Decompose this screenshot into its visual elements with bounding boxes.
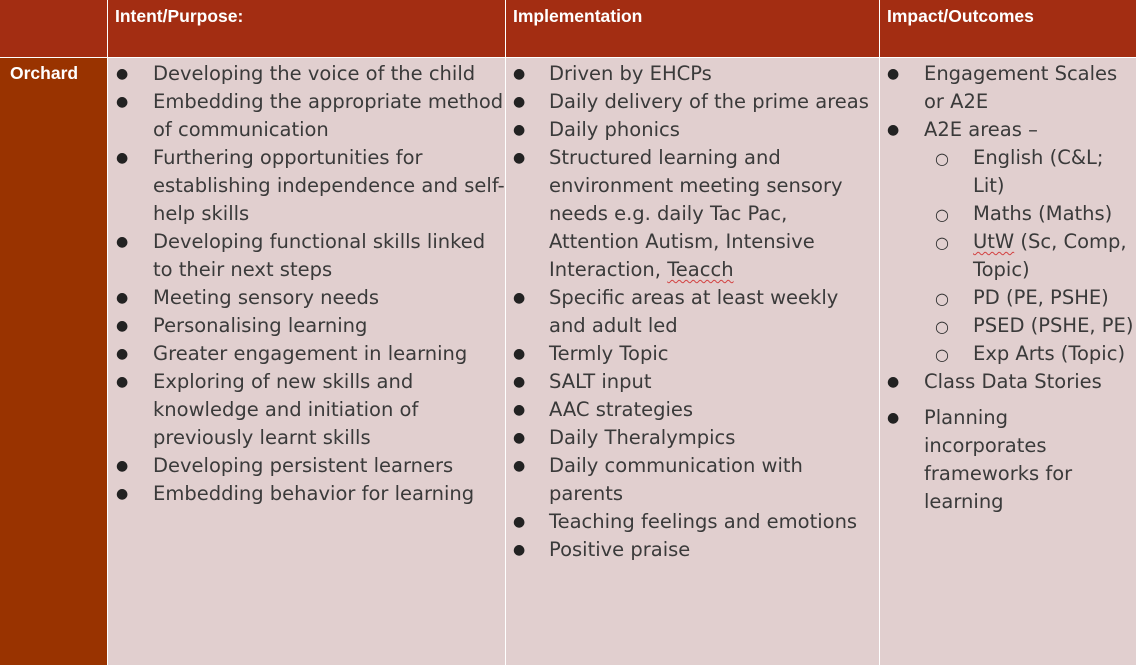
bullet-icon: ● xyxy=(887,122,900,138)
impact-list xyxy=(880,60,1136,516)
list-item: ● Termly Topic xyxy=(506,340,879,368)
list-item: ● Specific areas at least weekly and adult led xyxy=(513,286,839,337)
list-item: ● Personalising learning xyxy=(108,312,505,340)
list-item: ● Daily Theralympics xyxy=(506,424,879,452)
list-item: ● Planning incorporates frameworks for learning xyxy=(887,406,1073,513)
list-item: ● Structured learning and environment meeting sensory needs e.g. daily Tac Pac, Attention Autism, Intensive Interaction, Teacch xyxy=(513,146,843,281)
circle-bullet-icon: ○ xyxy=(935,345,949,364)
circle-bullet-icon: ○ xyxy=(935,233,949,252)
list-item: ● Daily communication with parents xyxy=(513,454,803,505)
bullet-icon: ● xyxy=(116,374,129,390)
bullet-icon: ● xyxy=(513,458,526,474)
bullet-icon: ● xyxy=(116,346,129,362)
list-item: ● Teaching feelings and emotions xyxy=(506,508,879,536)
list-item: ● Daily phonics xyxy=(506,116,879,144)
list-item: ● Daily delivery of the prime areas xyxy=(506,88,879,116)
list-item: ● Furthering opportunities for establishing independence and self-help skills xyxy=(116,146,505,225)
list-item: ● Exploring of new skills and knowledge and initiation of previously learnt skills xyxy=(116,370,419,449)
list-item: ● Engagement Scales or A2E xyxy=(887,62,1118,113)
bullet-icon: ● xyxy=(116,66,129,82)
bullet-icon: ● xyxy=(116,234,129,250)
bullet-icon: ● xyxy=(887,374,900,390)
bullet-icon: ● xyxy=(513,290,526,306)
sub-list-item: ○ Maths (Maths) xyxy=(924,200,1136,228)
circle-bullet-icon: ○ xyxy=(935,205,949,224)
bullet-icon: ● xyxy=(116,150,129,166)
header-implementation: Implementation xyxy=(506,0,880,58)
spellcheck-word: Teacch xyxy=(667,258,734,281)
list-item: ● Greater engagement in learning xyxy=(108,340,505,368)
bullet-icon: ● xyxy=(513,430,526,446)
circle-bullet-icon: ○ xyxy=(935,317,949,336)
intent-cell xyxy=(108,58,506,666)
list-item: ● Class Data Stories xyxy=(880,368,1136,396)
bullet-icon: ● xyxy=(887,66,900,82)
bullet-icon: ● xyxy=(887,410,900,426)
bullet-icon: ● xyxy=(116,94,129,110)
sub-list-item: ○ PD (PE, PSHE) xyxy=(924,284,1136,312)
bullet-icon: ● xyxy=(513,66,526,82)
bullet-icon: ● xyxy=(513,346,526,362)
list-item: ● Developing persistent learners xyxy=(108,452,505,480)
row-label-orchard: Orchard xyxy=(0,58,108,666)
circle-bullet-icon: ○ xyxy=(935,289,949,308)
bullet-icon: ● xyxy=(513,150,526,166)
bullet-icon: ● xyxy=(513,122,526,138)
list-item: ● AAC strategies xyxy=(506,396,879,424)
sub-list-item: ○ UtW (Sc, Comp, Topic) xyxy=(935,230,1127,281)
list-item: ● Developing the voice of the child xyxy=(108,60,505,88)
a2e-areas-sublist xyxy=(924,144,1136,368)
list-item: ● Embedding behavior for learning xyxy=(108,480,505,508)
bullet-icon: ● xyxy=(513,94,526,110)
bullet-icon: ● xyxy=(116,458,129,474)
bullet-icon: ● xyxy=(513,374,526,390)
bullet-icon: ● xyxy=(116,318,129,334)
header-impact: Impact/Outcomes xyxy=(880,0,1137,58)
bullet-icon: ● xyxy=(513,402,526,418)
sub-list-item: ○ English (C&L; Lit) xyxy=(935,146,1104,197)
list-item: ● Driven by EHCPs xyxy=(506,60,879,88)
list-item: ● Developing functional skills linked to their next steps xyxy=(116,230,486,281)
list-item: ● A2E areas – ○ English (C&L; Lit) ○ Maths (Maths) ○ UtW (Sc, Comp, Topic) ○ PD (PE, PSHE) ○ PSED (PSHE, PE) ○ Exp Arts (Topic) xyxy=(880,116,1136,368)
list-item: ● Meeting sensory needs xyxy=(108,284,505,312)
list-item: ● Embedding the appropriate method of communication xyxy=(116,90,504,141)
list-item: ● SALT input xyxy=(506,368,879,396)
bullet-icon: ● xyxy=(116,486,129,502)
list-item: ● Positive praise xyxy=(506,536,879,564)
bullet-icon: ● xyxy=(513,514,526,530)
bullet-icon: ● xyxy=(513,542,526,558)
implementation-cell xyxy=(506,58,880,666)
bullet-icon: ● xyxy=(116,290,129,306)
header-blank xyxy=(0,0,108,58)
sub-list-item: ○ Exp Arts (Topic) xyxy=(924,340,1136,368)
header-intent: Intent/Purpose: xyxy=(108,0,506,58)
implementation-list xyxy=(506,60,879,564)
sub-list-item: ○ PSED (PSHE, PE) xyxy=(924,312,1136,340)
impact-cell xyxy=(880,58,1137,666)
circle-bullet-icon: ○ xyxy=(935,149,949,168)
spellcheck-word: UtW xyxy=(973,230,1015,253)
intent-list xyxy=(108,60,505,508)
